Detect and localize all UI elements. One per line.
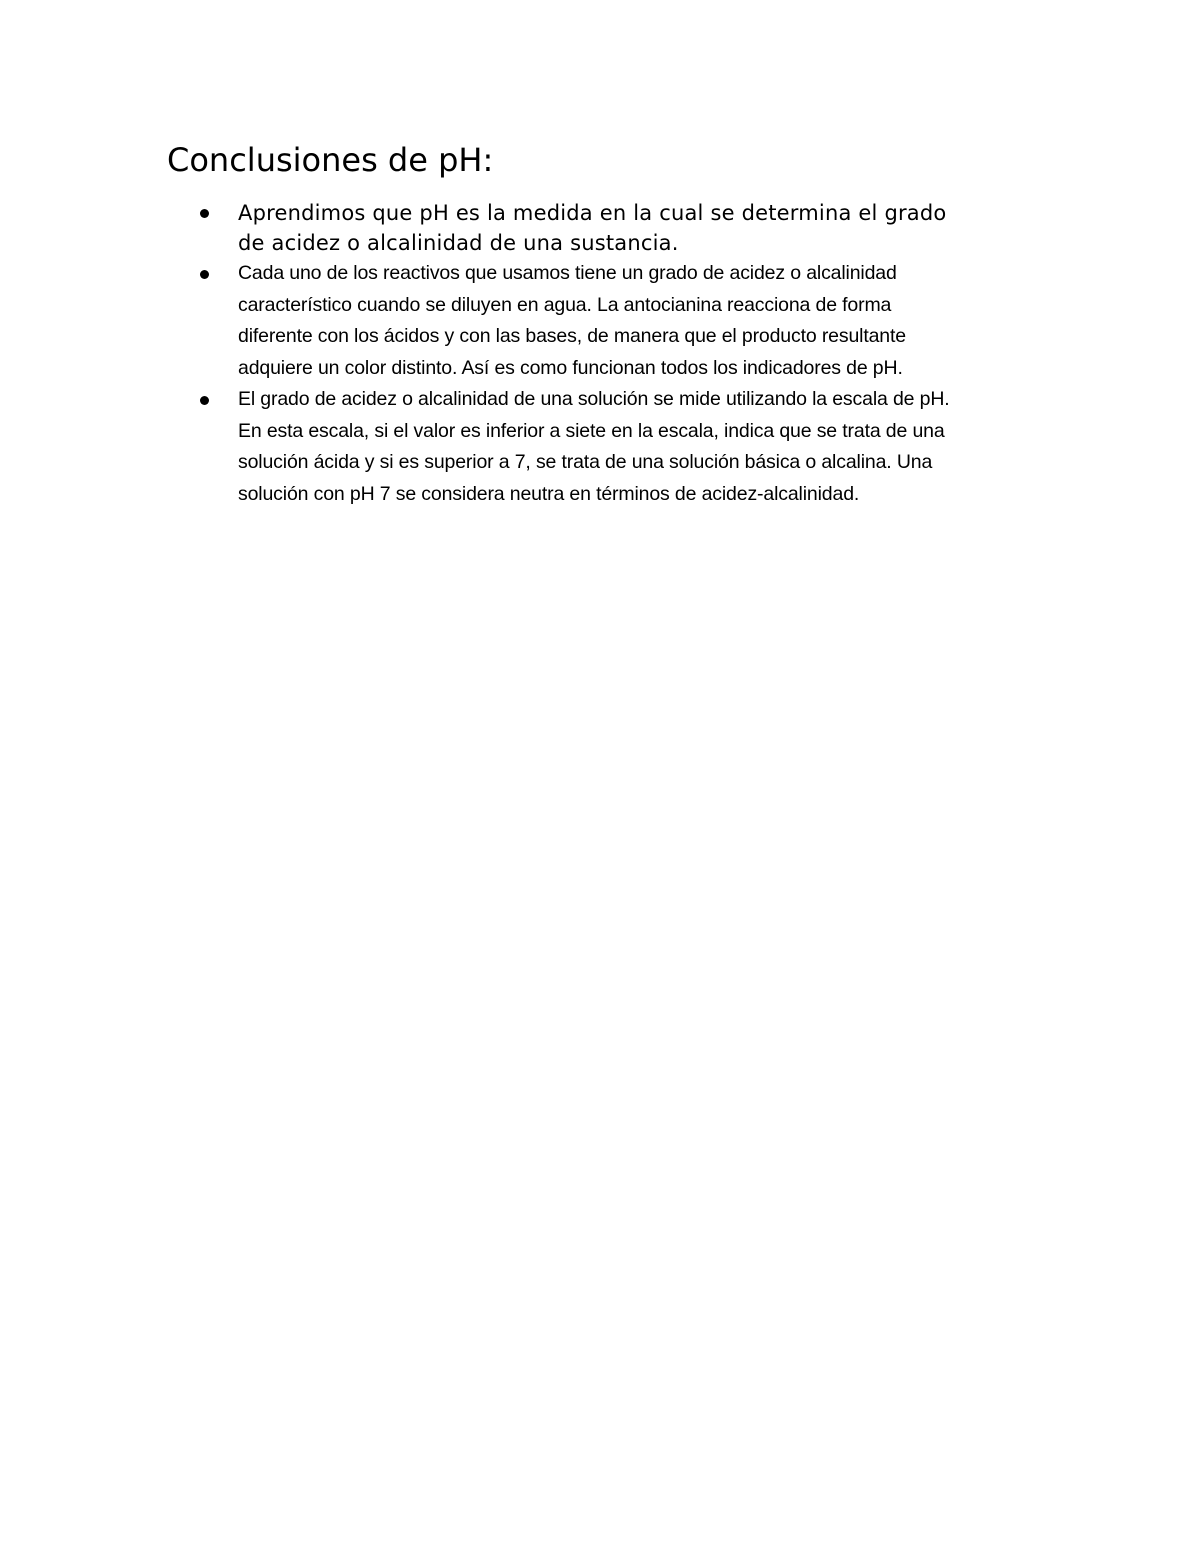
bullet-icon — [200, 209, 209, 218]
bullet-text — [238, 384, 1060, 510]
text-line: solución con pH 7 se considera neutra en términos de acidez-alcalinidad. — [238, 482, 860, 505]
text-line: solución ácida y si es superior a 7, se trata de una solución básica o alcalina. Una — [238, 451, 933, 473]
text-line: Aprendimos que pH es la medida en la cual se determina el grado — [238, 201, 947, 225]
list-item — [200, 198, 1060, 258]
list-item — [200, 258, 1060, 384]
bullet-text — [238, 198, 1060, 258]
bullet-icon — [200, 396, 209, 405]
bullet-text — [238, 258, 1060, 384]
text-line: Cada uno de los reactivos que usamos tiene un grado de acidez o alcalinidad — [238, 262, 897, 284]
bullet-icon — [200, 270, 209, 279]
list-item — [200, 384, 1060, 510]
document-title: Conclusiones de pH: — [167, 141, 494, 179]
conclusions-list — [200, 198, 1060, 510]
text-line: En esta escala, si el valor es inferior a siete en la escala, indica que se trata de una — [238, 419, 945, 442]
text-line: de acidez o alcalinidad de una sustancia. — [238, 231, 679, 255]
text-line: característico cuando se diluyen en agua. La antocianina reacciona de forma — [238, 293, 892, 316]
text-line: El grado de acidez o alcalinidad de una solución se mide utilizando la escala de pH. — [238, 388, 950, 410]
text-line: adquiere un color distinto. Así es como funcionan todos los indicadores de pH. — [238, 356, 903, 379]
text-line: diferente con los ácidos y con las bases, de manera que el producto resultante — [238, 325, 906, 347]
